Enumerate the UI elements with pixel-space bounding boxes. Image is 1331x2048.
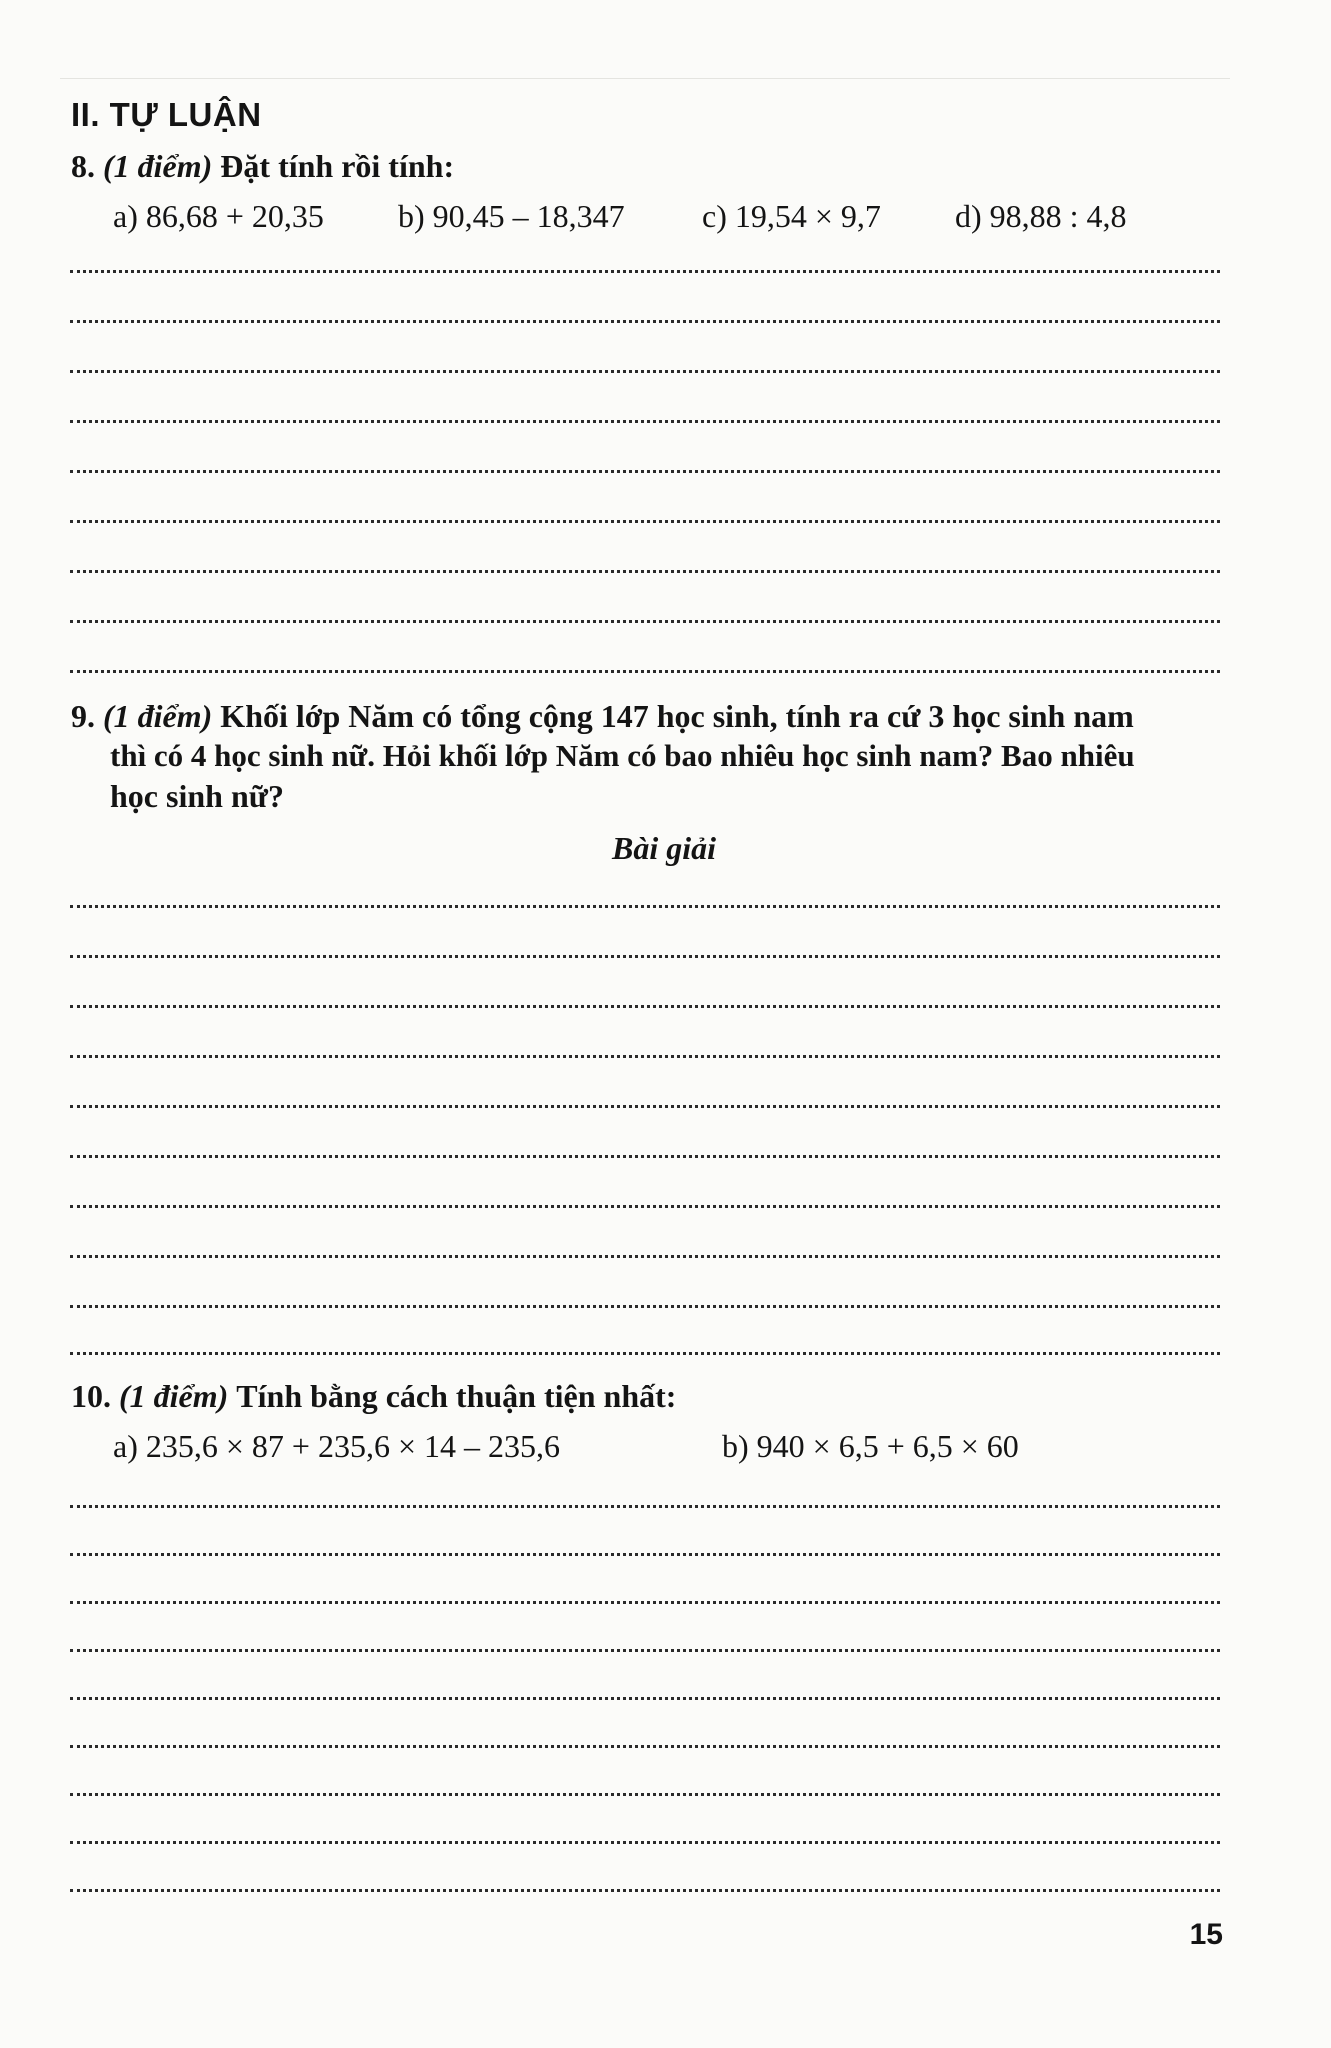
answer-line — [70, 1889, 1220, 1892]
answer-line — [70, 270, 1220, 273]
answer-line — [70, 1745, 1220, 1748]
question-9-points: (1 điểm) — [103, 698, 213, 734]
answer-line — [70, 520, 1220, 523]
question-8-item-d: d) 98,88 : 4,8 — [955, 198, 1127, 234]
question-8-item-c: c) 19,54 × 9,7 — [702, 198, 881, 234]
section-title: II. TỰ LUẬN — [71, 96, 262, 133]
answer-line — [70, 420, 1220, 423]
question-9-number: 9. — [71, 698, 95, 734]
question-8-number: 8. — [71, 148, 95, 184]
question-8-text: Đặt tính rồi tính: — [220, 148, 455, 184]
answer-line — [70, 1553, 1220, 1556]
answer-line — [70, 955, 1220, 958]
solution-heading: Bài giải — [612, 830, 717, 866]
answer-line — [70, 1305, 1220, 1308]
answer-line — [70, 620, 1220, 623]
question-10-item-b: b) 940 × 6,5 + 6,5 × 60 — [722, 1428, 1019, 1464]
answer-line — [70, 905, 1220, 908]
question-10-number: 10. — [71, 1378, 111, 1414]
answer-line — [70, 1105, 1220, 1108]
question-8-item-b: b) 90,45 – 18,347 — [398, 198, 625, 234]
answer-line — [70, 1649, 1220, 1652]
question-10-points: (1 điểm) — [119, 1378, 229, 1414]
answer-line — [70, 1255, 1220, 1258]
question-8-points: (1 điểm) — [103, 148, 213, 184]
answer-line — [70, 1601, 1220, 1604]
question-9-line-3: học sinh nữ? — [110, 778, 284, 814]
answer-line — [70, 1841, 1220, 1844]
question-10-text: Tính bằng cách thuận tiện nhất: — [236, 1378, 677, 1414]
answer-line — [70, 370, 1220, 373]
answer-line — [70, 1005, 1220, 1008]
question-8-item-a: a) 86,68 + 20,35 — [113, 198, 324, 234]
question-9-line-2: thì có 4 học sinh nữ. Hỏi khối lớp Năm có bao nhiêu học sinh nam? Bao nhiêu — [110, 738, 1135, 773]
answer-line — [70, 1352, 1220, 1355]
header-rule — [60, 78, 1230, 79]
question-8-header — [71, 146, 454, 186]
answer-line — [70, 470, 1220, 473]
answer-line — [70, 320, 1220, 323]
answer-line — [70, 1505, 1220, 1508]
answer-line — [70, 1205, 1220, 1208]
answer-line — [70, 1793, 1220, 1796]
question-9-line-1 — [71, 696, 1134, 736]
answer-line — [70, 1155, 1220, 1158]
question-9-text-1: Khối lớp Năm có tổng cộng 147 học sinh, tính ra cứ 3 học sinh nam — [220, 698, 1134, 734]
question-10-item-a: a) 235,6 × 87 + 235,6 × 14 – 235,6 — [113, 1428, 560, 1464]
answer-line — [70, 570, 1220, 573]
page-number: 15 — [1189, 1918, 1223, 1951]
question-10-header — [71, 1376, 676, 1416]
answer-line — [70, 670, 1220, 673]
answer-line — [70, 1697, 1220, 1700]
answer-line — [70, 1055, 1220, 1058]
